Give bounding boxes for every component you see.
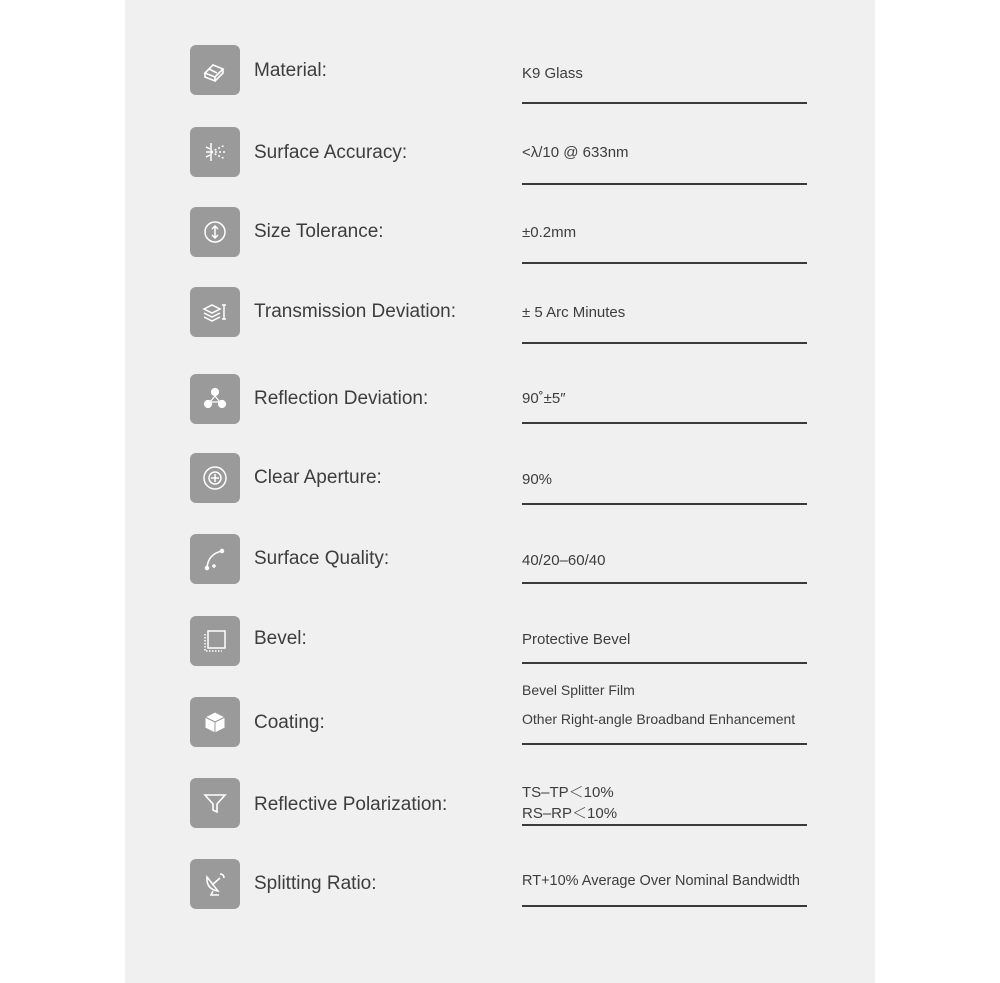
material-icon [190,45,240,95]
divider [522,183,807,185]
spec-value: RT+10% Average Over Nominal Bandwidth [522,873,800,889]
size-tolerance-icon [190,207,240,257]
spec-label: Coating: [254,712,325,733]
spec-panel [125,0,875,983]
spec-label: Reflection Deviation: [254,388,429,409]
surface-quality-icon [190,534,240,584]
spec-label: Surface Quality: [254,548,390,569]
divider [522,905,807,907]
spec-label: Reflective Polarization: [254,794,448,815]
coating-icon [190,697,240,747]
spec-value: 90% [522,471,553,488]
spec-label: Material: [254,60,327,81]
spec-value: 90˚±5″ [522,390,566,407]
spec-label: Size Tolerance: [254,221,384,242]
spec-label: Transmission Deviation: [254,301,457,322]
spec-label: Splitting Ratio: [254,873,377,894]
spec-value-line1: TS–TP＜10% [522,784,614,801]
divider [522,743,807,745]
divider [522,262,807,264]
divider [522,422,807,424]
divider [522,342,807,344]
spec-label: Surface Accuracy: [254,142,408,163]
spec-value: K9 Glass [522,65,583,82]
spec-value-line2: Other Right-angle Broadband Enhancement [522,711,796,727]
divider [522,582,807,584]
divider [522,102,807,104]
spec-label: Bevel: [254,628,307,649]
spec-value: ±0.2mm [522,224,577,241]
spec-value-line1: Bevel Splitter Film [522,682,635,698]
spec-value: Protective Bevel [522,631,631,648]
clear-aperture-icon [190,453,240,503]
bevel-icon [190,616,240,666]
reflection-deviation-icon [190,374,240,424]
spec-value: 40/20–60/40 [522,552,606,569]
divider [522,503,807,505]
spec-value: ± 5 Arc Minutes [522,304,626,321]
transmission-deviation-icon [190,287,240,337]
spec-value-line2: RS–RP＜10% [522,805,618,822]
surface-accuracy-icon [190,127,240,177]
spec-label: Clear Aperture: [254,467,382,488]
spec-value: <λ/10 @ 633nm [522,144,629,161]
divider [522,824,807,826]
divider [522,662,807,664]
satellite-dish-icon [190,859,240,909]
filter-icon [190,778,240,828]
